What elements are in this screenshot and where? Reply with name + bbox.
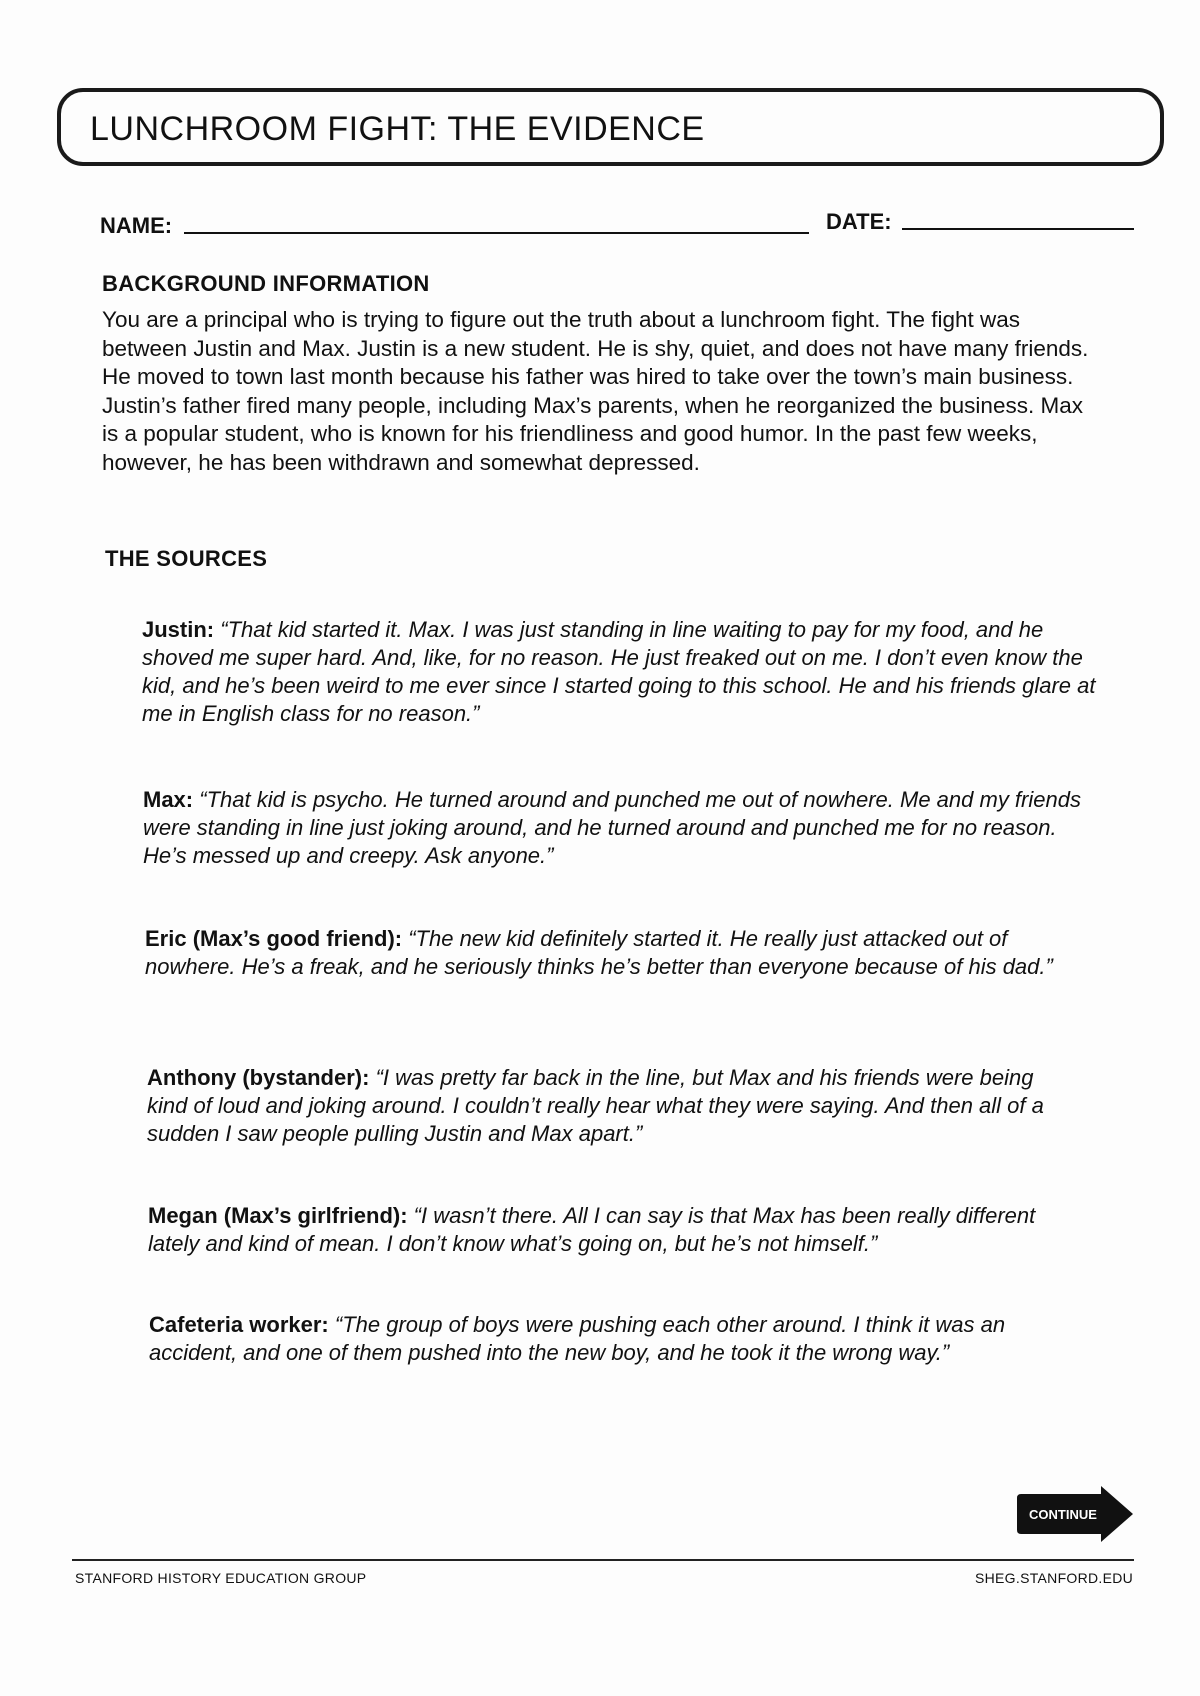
source-speaker: Megan (Max’s girlfriend):	[148, 1203, 408, 1228]
source-speaker: Justin:	[142, 617, 215, 642]
arrow-right-icon	[1015, 1484, 1135, 1544]
source-speaker: Max:	[143, 787, 194, 812]
background-heading: BACKGROUND INFORMATION	[102, 271, 430, 296]
footer-divider	[72, 1559, 1134, 1561]
source-entry	[149, 1311, 1084, 1367]
source-speaker: Cafeteria worker:	[149, 1312, 329, 1337]
background-text: You are a principal who is trying to figure out the truth about a lunchroom fight. The fight was between Justin and Max. Justin is a new student. He is shy, quiet, and does not have many friends. He moved to town last month because his father was hired to take over the town’s main business. Justin’s father fired many people, including Max’s parents, when he reorganized the business. Max is a popular student, who is known for his friendliness and good humor. In the past few weeks, however, he has been withdrawn and somewhat depressed.	[102, 307, 1089, 475]
continue-button[interactable]	[1015, 1484, 1135, 1544]
source-quote: “I was pretty far back in the line, but Max and his friends were being kind of loud and joking around. I couldn’t really hear what they were saying. And then all of a sudden I saw people pulling Justin and Max apart.”	[147, 1065, 1044, 1146]
footer-org: STANFORD HISTORY EDUCATION GROUP	[75, 1570, 367, 1586]
page-title: LUNCHROOM FIGHT: THE EVIDENCE	[90, 110, 705, 148]
continue-label: CONTINUE	[1029, 1507, 1097, 1522]
source-entry	[142, 616, 1097, 728]
source-entry	[143, 786, 1098, 870]
source-speaker: Eric (Max’s good friend):	[145, 926, 403, 951]
sources-heading: THE SOURCES	[105, 546, 268, 571]
source-entry	[148, 1202, 1083, 1258]
source-quote: “That kid is psycho. He turned around and punched me out of nowhere. Me and my friends were standing in line just joking around, and he turned around and punched me for no reason. He’s messed up and creepy. Ask anyone.”	[143, 787, 1081, 868]
source-entry	[147, 1064, 1067, 1148]
date-label: DATE:	[826, 209, 892, 234]
source-speaker: Anthony (bystander):	[147, 1065, 370, 1090]
source-quote: “I wasn’t there. All I can say is that Max has been really different lately and kind of mean. I don’t know what’s going on, but he’s not himself.”	[148, 1203, 1036, 1256]
source-quote: “The new kid definitely started it. He really just attacked out of nowhere. He’s a freak, and he seriously thinks he’s better than everyone because of his dad.”	[145, 926, 1053, 979]
name-label: NAME:	[100, 213, 173, 238]
source-quote: “That kid started it. Max. I was just standing in line waiting to pay for my food, and he shoved me super hard. And, like, for no reason. He just freaked out on me. I don’t even know the kid, and he’s been weird to me ever since I started going to this school. He and his friends glare at me in English class for no reason.”	[142, 617, 1096, 726]
source-entry	[145, 925, 1095, 981]
name-field[interactable]	[184, 232, 809, 234]
source-quote: “The group of boys were pushing each other around. I think it was an accident, and one of them pushed into the new boy, and he took it the wrong way.”	[149, 1312, 1006, 1365]
date-field[interactable]	[902, 228, 1134, 230]
footer-url: SHEG.STANFORD.EDU	[975, 1570, 1134, 1586]
